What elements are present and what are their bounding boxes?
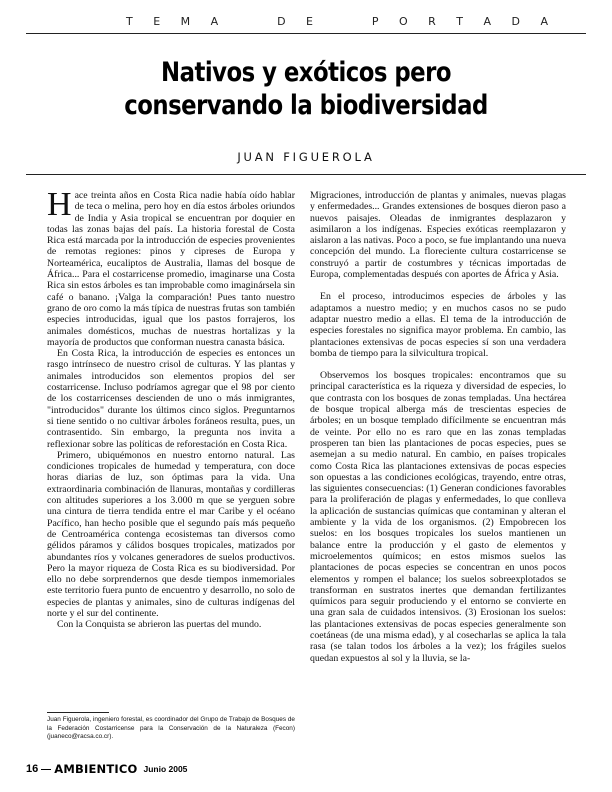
- section-letter: M: [180, 14, 191, 28]
- article-title: [65, 56, 547, 122]
- section-letter: A: [540, 14, 548, 28]
- page-number: 16: [26, 763, 39, 775]
- section-label: [26, 10, 586, 32]
- paragraph: Migraciones, introducción de plantas y animales, nuevas plagas y enfermedades... Grandes extensiones de bosques dieron paso a nuevos paisajes. Oleadas de inmigrantes desplazaron y asimilaron a los indígenas. Especies exóticas reemplazaron y aislaron a las nativas. Poco a poco, se fue implantando una nueva concepción del mundo. La floreciente cultura costarricense se construyó a partir de costumbres y técnicas importadas de Europa, complementadas después con aportes de África y Asia.: [310, 190, 567, 281]
- section-letter: T: [126, 14, 133, 28]
- section-letter: T: [456, 14, 464, 28]
- paragraph: En Costa Rica, la introducción de especies es entonces un rasgo intrínseco de nuestro crisol de culturas. Y las plantas y animales introducidos son elementos propios del ser costarricense. Incluso podríamos agregar que el 98 por ciento de los costarricenses descienden de uno o más inmigrantes, "introducidos" durante los últimos cinco siglos. Preguntarnos si tiene sentido o no cultivar árboles foráneos resulta, pues, un contrasentido. Sin embargo, la pregunta nos invita a reflexionar sobre las políticas de reforestación en Costa Rica.: [47, 348, 295, 450]
- magazine-logo: AMBIENTICO: [54, 762, 138, 776]
- section-letter: A: [210, 14, 219, 28]
- body-column-right: [310, 190, 566, 770]
- paragraph: Observemos los bosques tropicales: encontramos que su principal característica es la riqueza y diversidad de especies, lo que contrasta con los bosques de zonas templadas. Una hectárea de bosque tropical alberga más de trescientas especies de árboles; en un bosque templado difícilmente se encuentran más de veinte. Por ello no es raro que en las zonas templadas prosperen tan bien las plantaciones de pocas especies, pues se asemejan a su medio natural. En cambio, en países tropicales como Costa Rica las plantaciones extensivas de pocas especies son opuestas a las condiciones ecológicas, trayendo, entre otras, las siguientes consecuencias: (1) Generan condiciones favorables para la proliferación de plagas y enfermedades, lo que conlleva la aplicación de sustancias químicas que contaminan y alteran el ambiente y la vida de los organismos. (2) Empobrecen los suelos: en los bosques tropicales los suelos mantienen un balance entre la producción y el gasto de elementos y microelementos químicos; en estos mismos suelos las plantaciones de pocas especies se concentran en unos pocos elementos y rompen el balance; los suelos sobreexplotados se transforman en sustratos inertes que demandan fertilizantes químicos para seguir produciendo y el entorno se convierte en una gran sala de cuidados intensivos. (3) Erosionan los suelos: las plantaciones extensivas de pocas especies generalmente son coetáneas (de una misma edad), y al cosecharlas se aplica la tala rasa (se talan todos los árboles a la vez); los frágiles suelos quedan expuestos al sol y la lluvia, se la-: [310, 370, 566, 664]
- paragraph: Hace treinta años en Costa Rica nadie había oído hablar de teca o melina, pero hoy en día estos árboles oriundos de India y Asia tropical se encuentran por doquier en todas las zonas bajas del país. La historia forestal de Costa Rica está marcada por la introducción de especies provenientes de remotas regiones: pinos y cipreses de Europa y Norteamérica, eucaliptos de Australia, llamas del bosque de África... Para el costarricense promedio, imaginarse una Costa Rica sin estos árboles es tan improbable como imaginársela sin café o banano. ¡Valga la comparación! Pues tanto nuestro grano de oro como la más típica de nuestras frutas son también especies introducidas, igual que los pastos forrajeros, los animales domésticos, muchas de nuestras hortalizas y la mayoría de productos que conforman nuestra canasta básica.: [47, 186, 295, 348]
- section-letter: D: [511, 14, 520, 28]
- body-column-left: [47, 186, 295, 690]
- issue-date: Junio 2005: [143, 764, 188, 774]
- byline-divider: [26, 174, 586, 175]
- paragraph: En el proceso, introducimos especies de árboles y las adaptamos a nuestro medio; y en muchos casos no se pudo adaptar nuestro medio a ellas. El tema de la introducción de especies forestales no significa mayor problema. En cambio, las plantaciones extensivas de pocas especies sí son una verdadera bomba de tiempo para la silvicultura tropical.: [310, 291, 566, 359]
- section-letter: O: [399, 14, 408, 28]
- header-divider: [26, 33, 586, 34]
- author-footnote: Juan Figuerola, ingeniero forestal, es coordinador del Grupo de Trabajo de Bosques de la Federación Costarricense para la Conservación de la Naturaleza (Fecon) (juaneco@racsa.co.cr).: [47, 716, 295, 741]
- section-letter: E: [306, 14, 313, 28]
- drop-cap: H: [47, 186, 72, 223]
- title-line-1: Nativos y exóticos pero: [161, 57, 451, 88]
- footnote-divider: [47, 712, 109, 713]
- paragraph: Con la Conquista se abrieron las puertas del mundo.: [57, 619, 262, 631]
- author-byline: JUAN FIGUEROLA: [237, 150, 375, 164]
- section-letter: E: [153, 14, 161, 28]
- section-letter: R: [428, 14, 436, 28]
- page-footer: [26, 762, 187, 776]
- section-letter: D: [277, 14, 286, 28]
- title-line-2: conservando la biodiversidad: [124, 90, 488, 121]
- section-letter: A: [483, 14, 492, 28]
- paragraph: Primero, ubiquémonos en nuestro entorno natural. Las condiciones tropicales de humedad y temperatura, con doce horas diarias de luz, son óptimas para la vida. Una extraordinaria combinación de llanuras, montañas y cordilleras con altitudes superiores a los 3.000 m que se yerguen sobre una cintura de tierra tendida entre el mar Caribe y el océano Pacífico, han hecho posible que el segundo país más pequeño de Centroamérica contenga ecosistemas tan diversos como gélidos páramos y cálidos bosques tropicales, matizados por abundantes ríos y volcanes generadores de suelos productivos. Pero la mayor riqueza de Costa Rica es su biodiversidad. Por ello no debe sorprendernos que desde tiempos inmemoriales este territorio fuera punto de encuentro y desarrollo, no solo de especies de plantas y animales, sino de culturas indígenas del norte y el sur del continente.: [47, 449, 295, 619]
- footer-dash: [41, 769, 51, 770]
- section-letter: P: [371, 14, 379, 28]
